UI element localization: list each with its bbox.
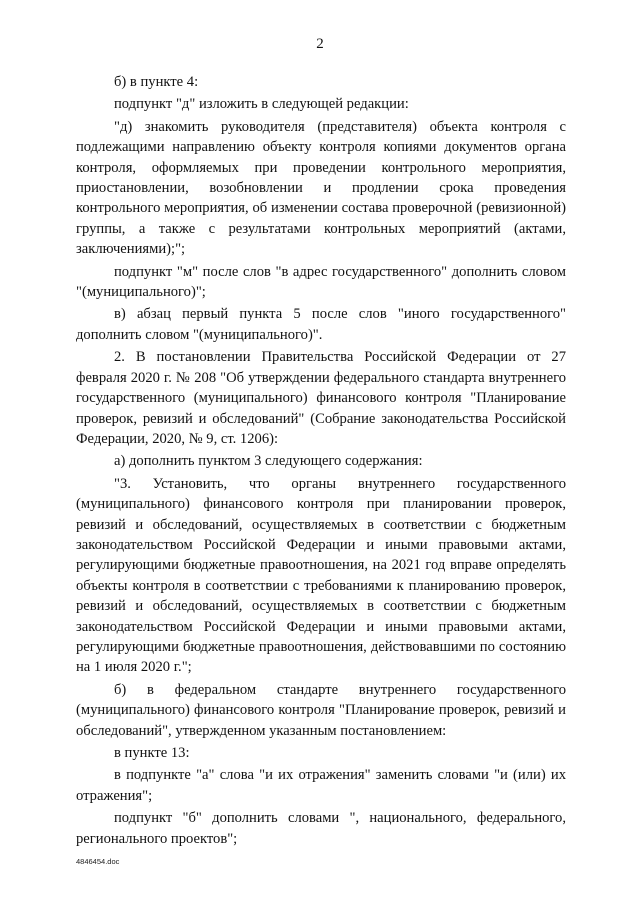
paragraph: в пункте 13:: [114, 745, 190, 761]
paragraph: "д) знакомить руководителя (представителя) объекта контроля с подлежащими направлению объекту контроля копиями документов органа контроля, оформляемых при проведении контрольного мероприятия, приостановлении, возобновлении и продлении срока проведения контрольного мероприятия, об изменении состава проверочной (ревизионной) группы, а также с результатами контрольных мероприятий (актами, заключениями);";: [76, 118, 566, 258]
document-body: [76, 72, 566, 851]
paragraph: подпункт "б" дополнить словами ", национального, федерального, регионального проектов";: [76, 810, 566, 847]
paragraph: "3. Установить, что органы внутреннего государственного (муниципального) финансового контроля при планировании проверок, ревизий и обследований, осуществляемых в соответствии с бюджетным законодательством Российской Федерации и иными правовыми актами, регулирующими бюджетные правоотношения, на 2021 год вправе определять объекты контроля в соответствии с требованиями к планированию проверок, ревизий и обследований, осуществляемых в соответствии с бюджетным законодательством Российской Федерации и иными правовыми актами, регулирующими бюджетные правоотношения, действовавшими по состоянию на 1 июля 2020 г.";: [76, 475, 566, 676]
paragraph: подпункт "м" после слов "в адрес государственного" дополнить словом "(муниципального)";: [76, 263, 566, 301]
paragraph: б) в пункте 4:: [114, 74, 199, 90]
paragraph: 2. В постановлении Правительства Российской Федерации от 27 февраля 2020 г. № 208 "Об утверждении федерального стандарта внутреннего государственного (муниципального) финансового контроля "Планирование проверок, ревизий и обследований" (Собрание законодательства Российской Федерации, 2020, № 9, ст. 1206):: [76, 349, 566, 447]
paragraph: в подпункте "а" слова "и их отражения" заменить словами "и (или) их отражения";: [76, 767, 566, 804]
paragraph: в) абзац первый пункта 5 после слов "иного государственного" дополнить словом "(муниципального)".: [76, 306, 566, 343]
paragraph: подпункт "д" изложить в следующей редакции:: [114, 96, 409, 113]
page-number: 2: [316, 36, 324, 52]
paragraph: б) в федеральном стандарте внутреннего государственного (муниципального) финансового контроля "Планирование проверок, ревизий и обследований", утвержденном указанным постановлением:: [76, 681, 566, 739]
paragraph: а) дополнить пунктом 3 следующего содержания:: [114, 453, 423, 470]
document-file-code: 4846454.doc: [76, 857, 120, 866]
